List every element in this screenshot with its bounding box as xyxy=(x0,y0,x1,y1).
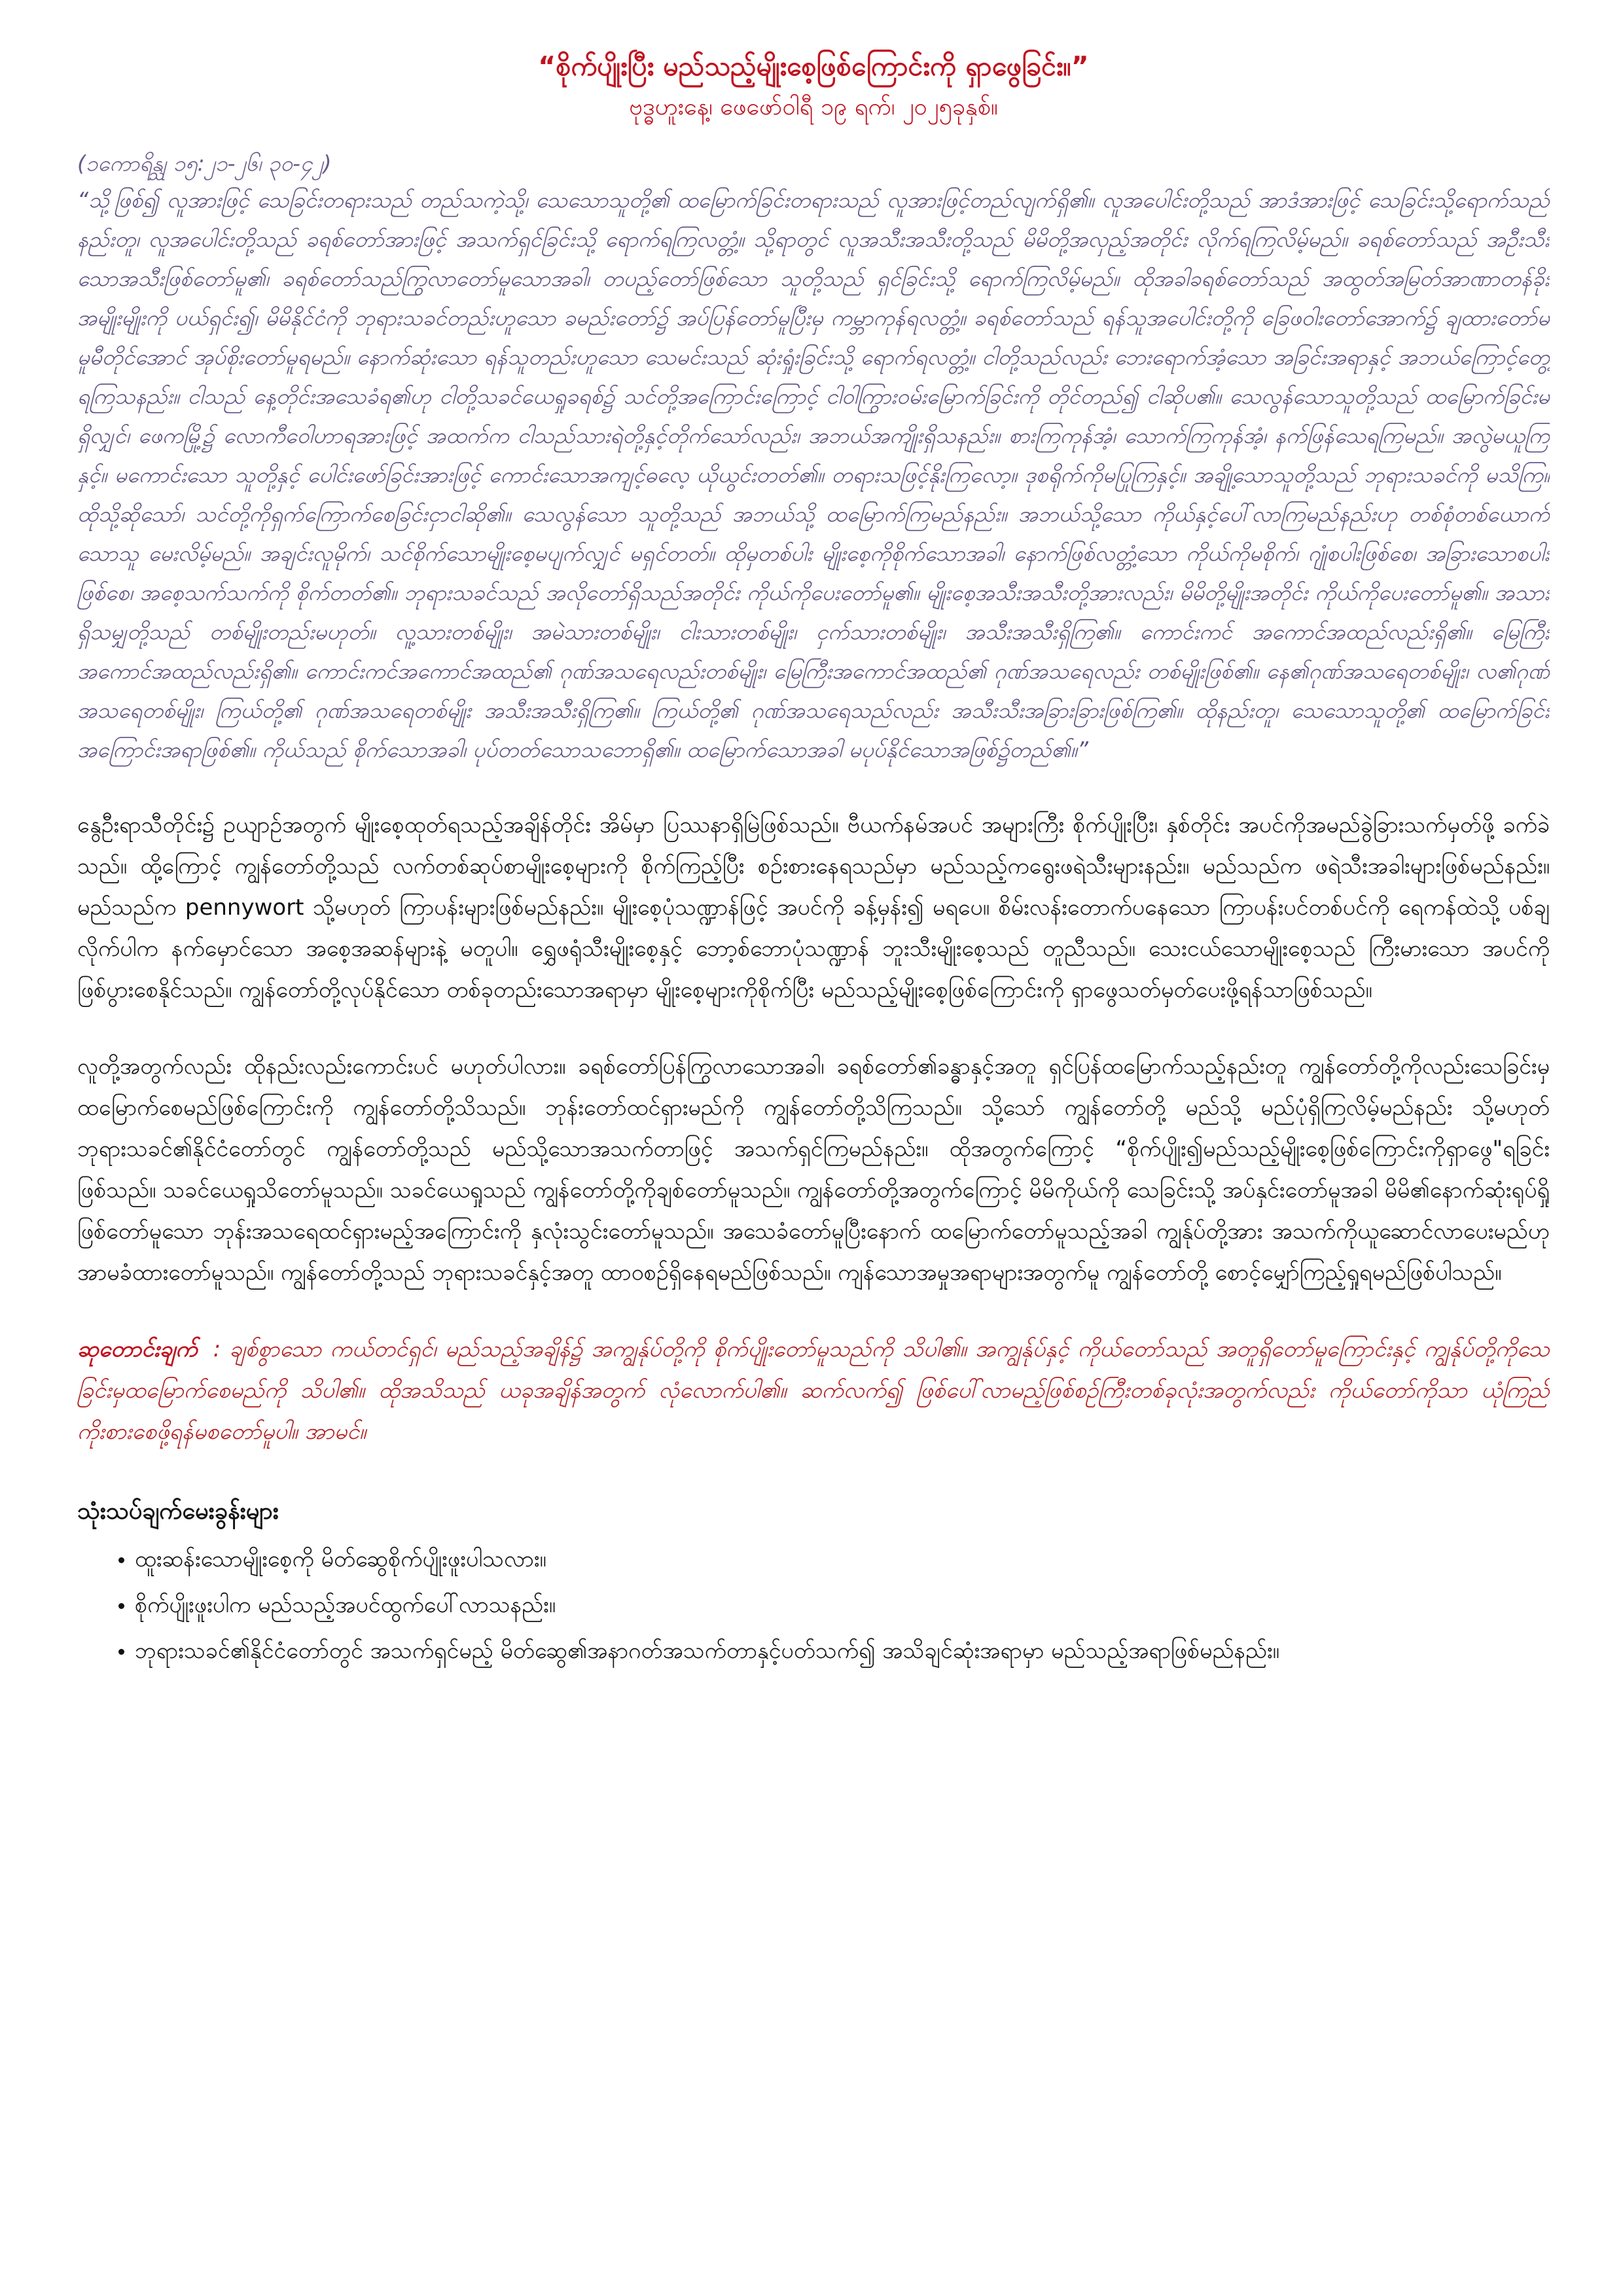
body-paragraph-1: နွေဦးရာသီတိုင်း၌ ဥယျာဉ်အတွက် မျိုးစေ့ထုတ်ရသည့်အချိန်တိုင်း အိမ်မှာ ပြဿနာရှိမြဲဖြစ်သည်။ ဗီယက်နမ်အပင် အများကြီး စိုက်ပျိုးပြီး၊ နှစ်တိုင်း အပင်ကိုအမည်ခွဲခြားသက်မှတ်ဖို့ ခက်ခဲသည်။ ထို့ကြောင့် ကျွန်တော်တို့သည် လက်တစ်ဆုပ်စာမျိုးစေ့များကို စိုက်ကြည့်ပြီး စဉ်းစားနေရသည်မှာ မည်သည့်ကရွေးဖရဲသီးများနည်း။ မည်သည်က ဖရဲသီးအခါးများဖြစ်မည်နည်း။ မည်သည်က pennywort သို့မဟုတ် ကြာပန်းများဖြစ်မည်နည်း။ မျိုးစေ့ပုံသဏ္ဍာန်ဖြင့် အပင်ကို ခန့်မှန်း၍ မရပေ။ စိမ်းလန်းတောက်ပနေသော ကြာပန်းပင်တစ်ပင်ကို ရေကန်ထဲသို့ ပစ်ချလိုက်ပါက နက်မှောင်သော အစေ့အဆန်များနဲ့ မတူပါ။ ရွှေဖရုံသီးမျိုးစေ့နှင့် ဘော့စ်ဘောပုံသဏ္ဍာန် ဘူးသီးမျိုးစေ့သည် တူညီသည်။ သေးငယ်သောမျိုးစေ့သည် ကြီးမားသော အပင်ကို ဖြစ်ပွားစေနိုင်သည်။ ကျွန်တော်တို့လုပ်နိုင်သော တစ်ခုတည်းသောအရာမှာ မျိုးစေ့များကိုစိုက်ပြီး မည်သည့်မျိုးစေ့ဖြစ်ကြောင်းကို ရှာဖွေသတ်မှတ်ပေးဖို့ရန်သာဖြစ်သည်။ xyxy=(77,812,1550,1003)
reflection-heading: သုံးသပ်ချက်မေးခွန်းများ xyxy=(77,1498,279,1525)
page-title: “စိုက်ပျိုးပြီး မည်သည့်မျိုးစေ့ဖြစ်ကြောင်းကို ရှာဖွေခြင်း။” xyxy=(538,50,1089,82)
prayer xyxy=(77,1329,1550,1453)
devotional-page xyxy=(77,46,1550,1676)
reflection-question: • ဘုရားသခင်၏နိုင်ငံတော်တွင် အသက်ရှင်မည့် မိတ်ဆွေ၏အနာဂတ်အသက်တာနှင့်ပတ်သက်၍ အသိချင်ဆုံးအရာမှာ မည်သည့်အရာဖြစ်မည်နည်း။ xyxy=(135,1631,1550,1671)
prayer-text: : ချစ်စွာသော ကယ်တင်ရှင်၊ မည်သည့်အချိန်၌ အကျွန်ုပ်တို့ကို စိုက်ပျိုးတော်မူသည်ကို သိပါ၏။ အကျွန်ုပ်နှင့် ကိုယ်တော်သည် အတူရှိတော်မူကြောင်းနှင့် ကျွန်ုပ်တို့ကိုသေခြင်းမှထမြောက်စေမည်ကို သိပါ၏။ ထိုအသိသည် ယခုအချိန်အတွက် လုံလောက်ပါ၏။ ဆက်လက်၍ ဖြစ်ပေါ်လာမည့်ဖြစ်စဉ်ကြီးတစ်ခုလုံးအတွက်လည်း ကိုယ်တော်ကိုသာ ယုံကြည်ကိုးစားစေဖို့ရန်မစတော်မူပါ။ အာမင်။ xyxy=(77,1336,1550,1445)
reflection-questions-list xyxy=(77,1539,1550,1671)
scripture-reference: (၁ကောရိန္သု ၁၅:၂၁-၂၆၊ ၃၀-၄၂) xyxy=(77,150,332,176)
prayer-label: ဆုတောင်းချက် xyxy=(77,1336,198,1362)
date-line: ဗုဒ္ဓဟူးနေ့၊ ဖေဖော်ဝါရီ ၁၉ ရက်၊ ၂၀၂၅ခုနှစ်။ xyxy=(629,94,998,120)
scripture-passage: “သို့ဖြစ်၍ လူအားဖြင့် သေခြင်းတရားသည် တည်သကဲ့သို့၊ သေသောသူတို့၏ ထမြောက်ခြင်းတရားသည် လူအားဖြင့်တည်လျက်ရှိ၏။ လူအပေါင်းတို့သည် အာဒံအားဖြင့် သေခြင်းသို့ရောက်သည်နည်းတူ၊ လူအပေါင်းတို့သည် ခရစ်တော်အားဖြင့် အသက်ရှင်ခြင်းသို့ ရောက်ရကြလတ္တံ့။ သို့ရာတွင် လူအသီးအသီးတို့သည် မိမိတို့အလှည့်အတိုင်း လိုက်ရကြလိမ့်မည်။ ခရစ်တော်သည် အဦးသီးသောအသီးဖြစ်တော်မူ၏၊ ခရစ်တော်သည်ကြွလာတော်မူသောအခါ၊ တပည့်တော်ဖြစ်သော သူတို့သည် ရှင်ခြင်းသို့ ရောက်ကြလိမ့်မည်။ ထိုအခါခရစ်တော်သည် အထွတ်အမြတ်အာဏာတန်ခိုးအမျိုးမျိုးကို ပယ်ရှင်း၍၊ မိမိနိုင်ငံကို ဘုရားသခင်တည်းဟူသော ခမည်းတော်၌ အပ်ပြန်တော်မူပြီးမှ ကမ္ဘာကုန်ရလတ္တံ့။ ခရစ်တော်သည် ရန်သူအပေါင်းတို့ကို ခြေဖဝါးတော်အောက်၌ ချထားတော်မမူမီတိုင်အောင် အုပ်စိုးတော်မူရမည်။ နောက်ဆုံးသော ရန်သူတည်းဟူသော သေမင်းသည် ဆုံးရှုံးခြင်းသို့ ရောက်ရလတ္တံ့။ ငါတို့သည်လည်း ဘေးရောက်အံ့သော အခြင်းအရာနှင့် အဘယ်ကြောင့်တွေ့ရကြသနည်း။ ငါသည် နေ့တိုင်းအသေခံရ၏ဟု ငါတို့သခင်ယေရှုခရစ်၌ သင်တို့အကြောင်းကြောင့် ငါဝါကြွားဝမ်းမြောက်ခြင်းကို တိုင်တည်၍ ငါဆိုပ၏။ သေလွန်သောသူတို့သည် ထမြောက်ခြင်းမရှိလျှင်၊ ဖေကမြို့၌ လောကီဝေါဟာရအားဖြင့် အထက်က ငါသည်သားရဲတို့နှင့်တိုက်သော်လည်း၊ အဘယ်အကျိုးရှိသနည်း။ စားကြကုန်အံ့၊ သောက်ကြကုန်အံ့၊ နက်ဖြန်သေရကြမည်။ အလွဲမယူကြနှင့်။ မကောင်းသော သူတို့နှင့် ပေါင်းဖော်ခြင်းအားဖြင့် ကောင်းသောအကျင့်ဓလေ့ ယိုယွင်းတတ်၏။ တရားသဖြင့်နိုးကြလော့။ ဒုစရိုက်ကိုမပြုကြနှင့်။ အချို့သောသူတို့သည် ဘုရားသခင်ကို မသိကြ။ ထိုသို့ဆိုသော်၊ သင်တို့ကိုရှက်ကြောက်စေခြင်းငှာငါဆို၏။ သေလွန်သော သူတို့သည် အဘယ်သို့ ထမြောက်ကြမည်နည်း။ အဘယ်သို့သော ကိုယ်နှင့်ပေါ်လာကြမည်နည်းဟု တစ်စုံတစ်ယောက်သောသူ မေးလိမ့်မည်။ အချင်းလူမိုက်၊ သင်စိုက်သောမျိုးစေ့မပျက်လျှင် မရှင်တတ်။ ထိုမှတစ်ပါး မျိုးစေ့ကိုစိုက်သောအခါ၊ နောက်ဖြစ်လတ္တံ့သော ကိုယ်ကိုမစိုက်၊ ဂျုံစပါးဖြစ်စေ၊ အခြားသောစပါးဖြစ်စေ၊ အစေ့သက်သက်ကို စိုက်တတ်၏။ ဘုရားသခင်သည် အလိုတော်ရှိသည်အတိုင်း ကိုယ်ကိုပေးတော်မူ၏။ မျိုးစေ့အသီးအသီးတို့အားလည်း၊ မိမိတို့မျိုးအတိုင်း ကိုယ်ကိုပေးတော်မူ၏။ အသားရှိသမျှတို့သည် တစ်မျိုးတည်းမဟုတ်။ လူ့သားတစ်မျိုး၊ အမဲသားတစ်မျိုး၊ ငါးသားတစ်မျိုး၊ ငှက်သားတစ်မျိုး၊ အသီးအသီးရှိကြ၏။ ကောင်းကင် အကောင်အထည်လည်းရှိ၏။ မြေကြီးအကောင်အထည်လည်းရှိ၏။ ကောင်းကင်အကောင်အထည်၏ ဂုဏ်အသရေလည်းတစ်မျိုး၊ မြေကြီးအကောင်အထည်၏ ဂုဏ်အသရေလည်း တစ်မျိုးဖြစ်၏။ နေ၏ဂုဏ်အသရေတစ်မျိုး၊ လ၏ဂုဏ်အသရေတစ်မျိုး၊ ကြယ်တို့၏ ဂုဏ်အသရေတစ်မျိုး အသီးအသီးရှိကြ၏။ ကြယ်တို့၏ ဂုဏ်အသရေသည်လည်း အသီးသီးအခြားခြားဖြစ်ကြ၏။ ထိုနည်းတူ၊ သေသောသူတို့၏ ထမြောက်ခြင်းအကြောင်းအရာဖြစ်၏။ ကိုယ်သည် စိုက်သောအခါ၊ ပုပ်တတ်သောသဘောရှိ၏။ ထမြောက်သောအခါ မပုပ်နိုင်သောအဖြစ်၌တည်၏။” xyxy=(77,187,1550,762)
reflection-question: • စိုက်ပျိုးဖူးပါက မည်သည့်အပင်ထွက်ပေါ်လာသနည်း။ xyxy=(135,1585,1550,1625)
reflection-question: • ထူးဆန်းသောမျိုးစေ့ကို မိတ်ဆွေစိုက်ပျိုးဖူးပါသလား။ xyxy=(135,1539,1550,1580)
body-paragraph-2: လူတို့အတွက်လည်း ထိုနည်းလည်းကောင်းပင် မဟုတ်ပါလား။ ခရစ်တော်ပြန်ကြွလာသောအခါ၊ ခရစ်တော်၏ခန္ဓာနှင့်အတူ ရှင်ပြန်ထမြောက်သည့်နည်းတူ ကျွန်တော်တို့ကိုလည်းသေခြင်းမှ ထမြောက်စေမည်ဖြစ်ကြောင်းကို ကျွန်တော်တို့သိသည်။ ဘုန်းတော်ထင်ရှားမည်ကို ကျွန်တော်တို့သိကြသည်။ သို့သော် ကျွန်တော်တို့ မည်သို့ မည်ပုံရှိကြလိမ့်မည်နည်း သို့မဟုတ် ဘုရားသခင်၏နိုင်ငံတော်တွင် ကျွန်တော်တို့သည် မည်သို့သောအသက်တာဖြင့် အသက်ရှင်ကြမည်နည်း။ ထိုအတွက်ကြောင့် “စိုက်ပျိုး၍မည်သည့်မျိုးစေ့ဖြစ်ကြောင်းကိုရှာဖွေ"ရခြင်းဖြစ်သည်။ သခင်ယေရှုသိတော်မူသည်။ သခင်ယေရှုသည် ကျွန်တော်တို့ကိုချစ်တော်မူသည်။ ကျွန်တော်တို့အတွက်ကြောင့် မိမိကိုယ်ကို သေခြင်းသို့ အပ်နှင်းတော်မူအခါ မိမိ၏နောက်ဆုံးရုပ်ရှိုဖြစ်တော်မူသော ဘုန်းအသရေထင်ရှားမည့်အကြောင်းကို နှလုံးသွင်းတော်မူသည်။ အသေခံတော်မူပြီးနောက် ထမြောက်တော်မူသည့်အခါ ကျွန်ုပ်တို့အား အသက်ကိုယူဆောင်လာပေးမည်ဟု အာမခံထားတော်မူသည်။ ကျွန်တော်တို့သည် ဘုရားသခင်နှင့်အတူ ထာဝစဉ်ရှိနေရမည်ဖြစ်သည်။ ကျန်သောအမှုအရာများအတွက်မူ ကျွန်တော်တို့ စောင့်မျှော်ကြည့်ရှုရမည်ဖြစ်ပါသည်။ xyxy=(77,1053,1550,1286)
